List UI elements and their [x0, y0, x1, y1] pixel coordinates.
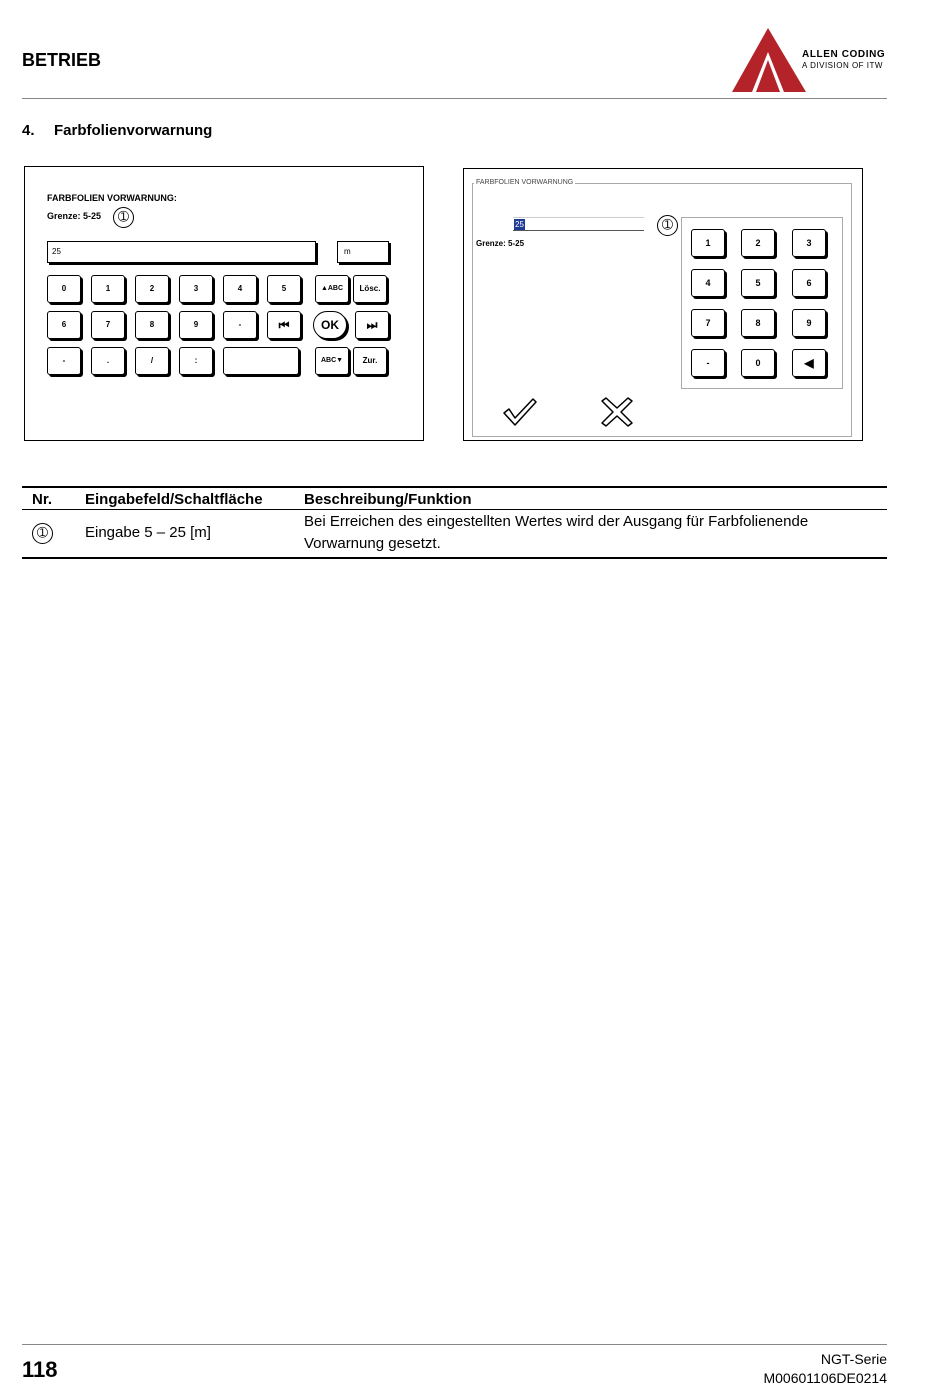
- value-input[interactable]: 25: [47, 241, 316, 263]
- callout-marker: ➀: [657, 215, 678, 236]
- numpad-key-6[interactable]: 6: [792, 269, 826, 297]
- backspace-button[interactable]: ◀: [792, 349, 826, 377]
- header-nr: Nr.: [22, 487, 85, 510]
- logo-division: A DIVISION OF ITW: [802, 61, 883, 70]
- callout-marker: ➀: [113, 207, 134, 228]
- triangle-logo-icon: [732, 26, 807, 94]
- screen2-limit: Grenze: 5-25: [476, 239, 525, 248]
- screen2-title: FARBFOLIEN VORWARNUNG: [476, 179, 574, 186]
- key-7[interactable]: 7: [91, 311, 125, 339]
- footer-series: NGT-Serie: [820, 1351, 887, 1367]
- shift-up-abc-button[interactable]: ▲ABC: [315, 275, 349, 303]
- cursor-end-button[interactable]: ⏭: [355, 311, 389, 339]
- shift-down-abc-button[interactable]: ABC▼: [315, 347, 349, 375]
- key-colon[interactable]: :: [179, 347, 213, 375]
- key-3[interactable]: 3: [179, 275, 213, 303]
- numpad-key-3[interactable]: 3: [792, 229, 826, 257]
- key-9[interactable]: 9: [179, 311, 213, 339]
- numpad-key-4[interactable]: 4: [691, 269, 725, 297]
- numpad-key-5[interactable]: 5: [741, 269, 775, 297]
- callout-marker: ➀: [32, 523, 53, 544]
- logo-company-name: ALLEN CODING: [802, 49, 886, 60]
- row-description-cell: Bei Erreichen des eingestellten Wertes wird der Ausgang für Farbfolienende Vorwarnung gesetzt.: [304, 510, 887, 559]
- key-0[interactable]: 0: [47, 275, 81, 303]
- key-8[interactable]: 8: [135, 311, 169, 339]
- header-description: Beschreibung/Funktion: [304, 487, 887, 510]
- back-button[interactable]: Zur.: [353, 347, 387, 375]
- screen-keyboard-entry: [24, 166, 424, 441]
- numpad-key-minus[interactable]: -: [691, 349, 725, 377]
- numpad-key-1[interactable]: 1: [691, 229, 725, 257]
- numpad-key-2[interactable]: 2: [741, 229, 775, 257]
- key-minus[interactable]: -: [223, 311, 257, 339]
- numpad-key-7[interactable]: 7: [691, 309, 725, 337]
- checkmark-icon[interactable]: [502, 397, 538, 427]
- header-field: Eingabefeld/Schaltfläche: [85, 487, 304, 510]
- screen-numeric-entry: [463, 168, 863, 441]
- header-divider: [22, 98, 887, 99]
- cross-icon[interactable]: [600, 397, 634, 427]
- numpad-key-8[interactable]: 8: [741, 309, 775, 337]
- subsection-number: 4.: [22, 122, 35, 139]
- cursor-start-button[interactable]: ⏮: [267, 311, 301, 339]
- ok-button[interactable]: OK: [313, 311, 347, 339]
- company-logo: [732, 26, 887, 94]
- screen1-limit: Grenze: 5-25: [47, 211, 102, 221]
- key-dash[interactable]: -: [47, 347, 81, 375]
- row-nr-cell: [22, 510, 85, 559]
- numpad-key-9[interactable]: 9: [792, 309, 826, 337]
- key-4[interactable]: 4: [223, 275, 257, 303]
- subsection-title: Farbfolienvorwarnung: [54, 122, 213, 139]
- table-row: [22, 510, 887, 559]
- subsection-heading: [22, 122, 212, 139]
- section-title: BETRIEB: [22, 50, 102, 70]
- page-number: 118: [22, 1357, 58, 1382]
- footer-divider: [22, 1344, 887, 1345]
- numpad-key-0[interactable]: 0: [741, 349, 775, 377]
- description-table: [22, 486, 887, 559]
- row-field-cell: Eingabe 5 – 25 [m]: [85, 510, 304, 559]
- value-input[interactable]: [513, 217, 644, 231]
- key-slash[interactable]: /: [135, 347, 169, 375]
- unit-field[interactable]: m: [337, 241, 389, 263]
- key-2[interactable]: 2: [135, 275, 169, 303]
- numeric-keypad: [681, 217, 843, 389]
- footer-document-id: M00601106DE0214: [763, 1370, 887, 1386]
- key-dot[interactable]: .: [91, 347, 125, 375]
- delete-button[interactable]: Lösc.: [353, 275, 387, 303]
- page-header: [22, 0, 887, 100]
- screen1-title: FARBFOLIEN VORWARNUNG:: [47, 193, 177, 203]
- key-1[interactable]: 1: [91, 275, 125, 303]
- selected-value: 25: [515, 220, 524, 229]
- key-6[interactable]: 6: [47, 311, 81, 339]
- key-5[interactable]: 5: [267, 275, 301, 303]
- table-header-row: [22, 487, 887, 510]
- space-key[interactable]: [223, 347, 299, 375]
